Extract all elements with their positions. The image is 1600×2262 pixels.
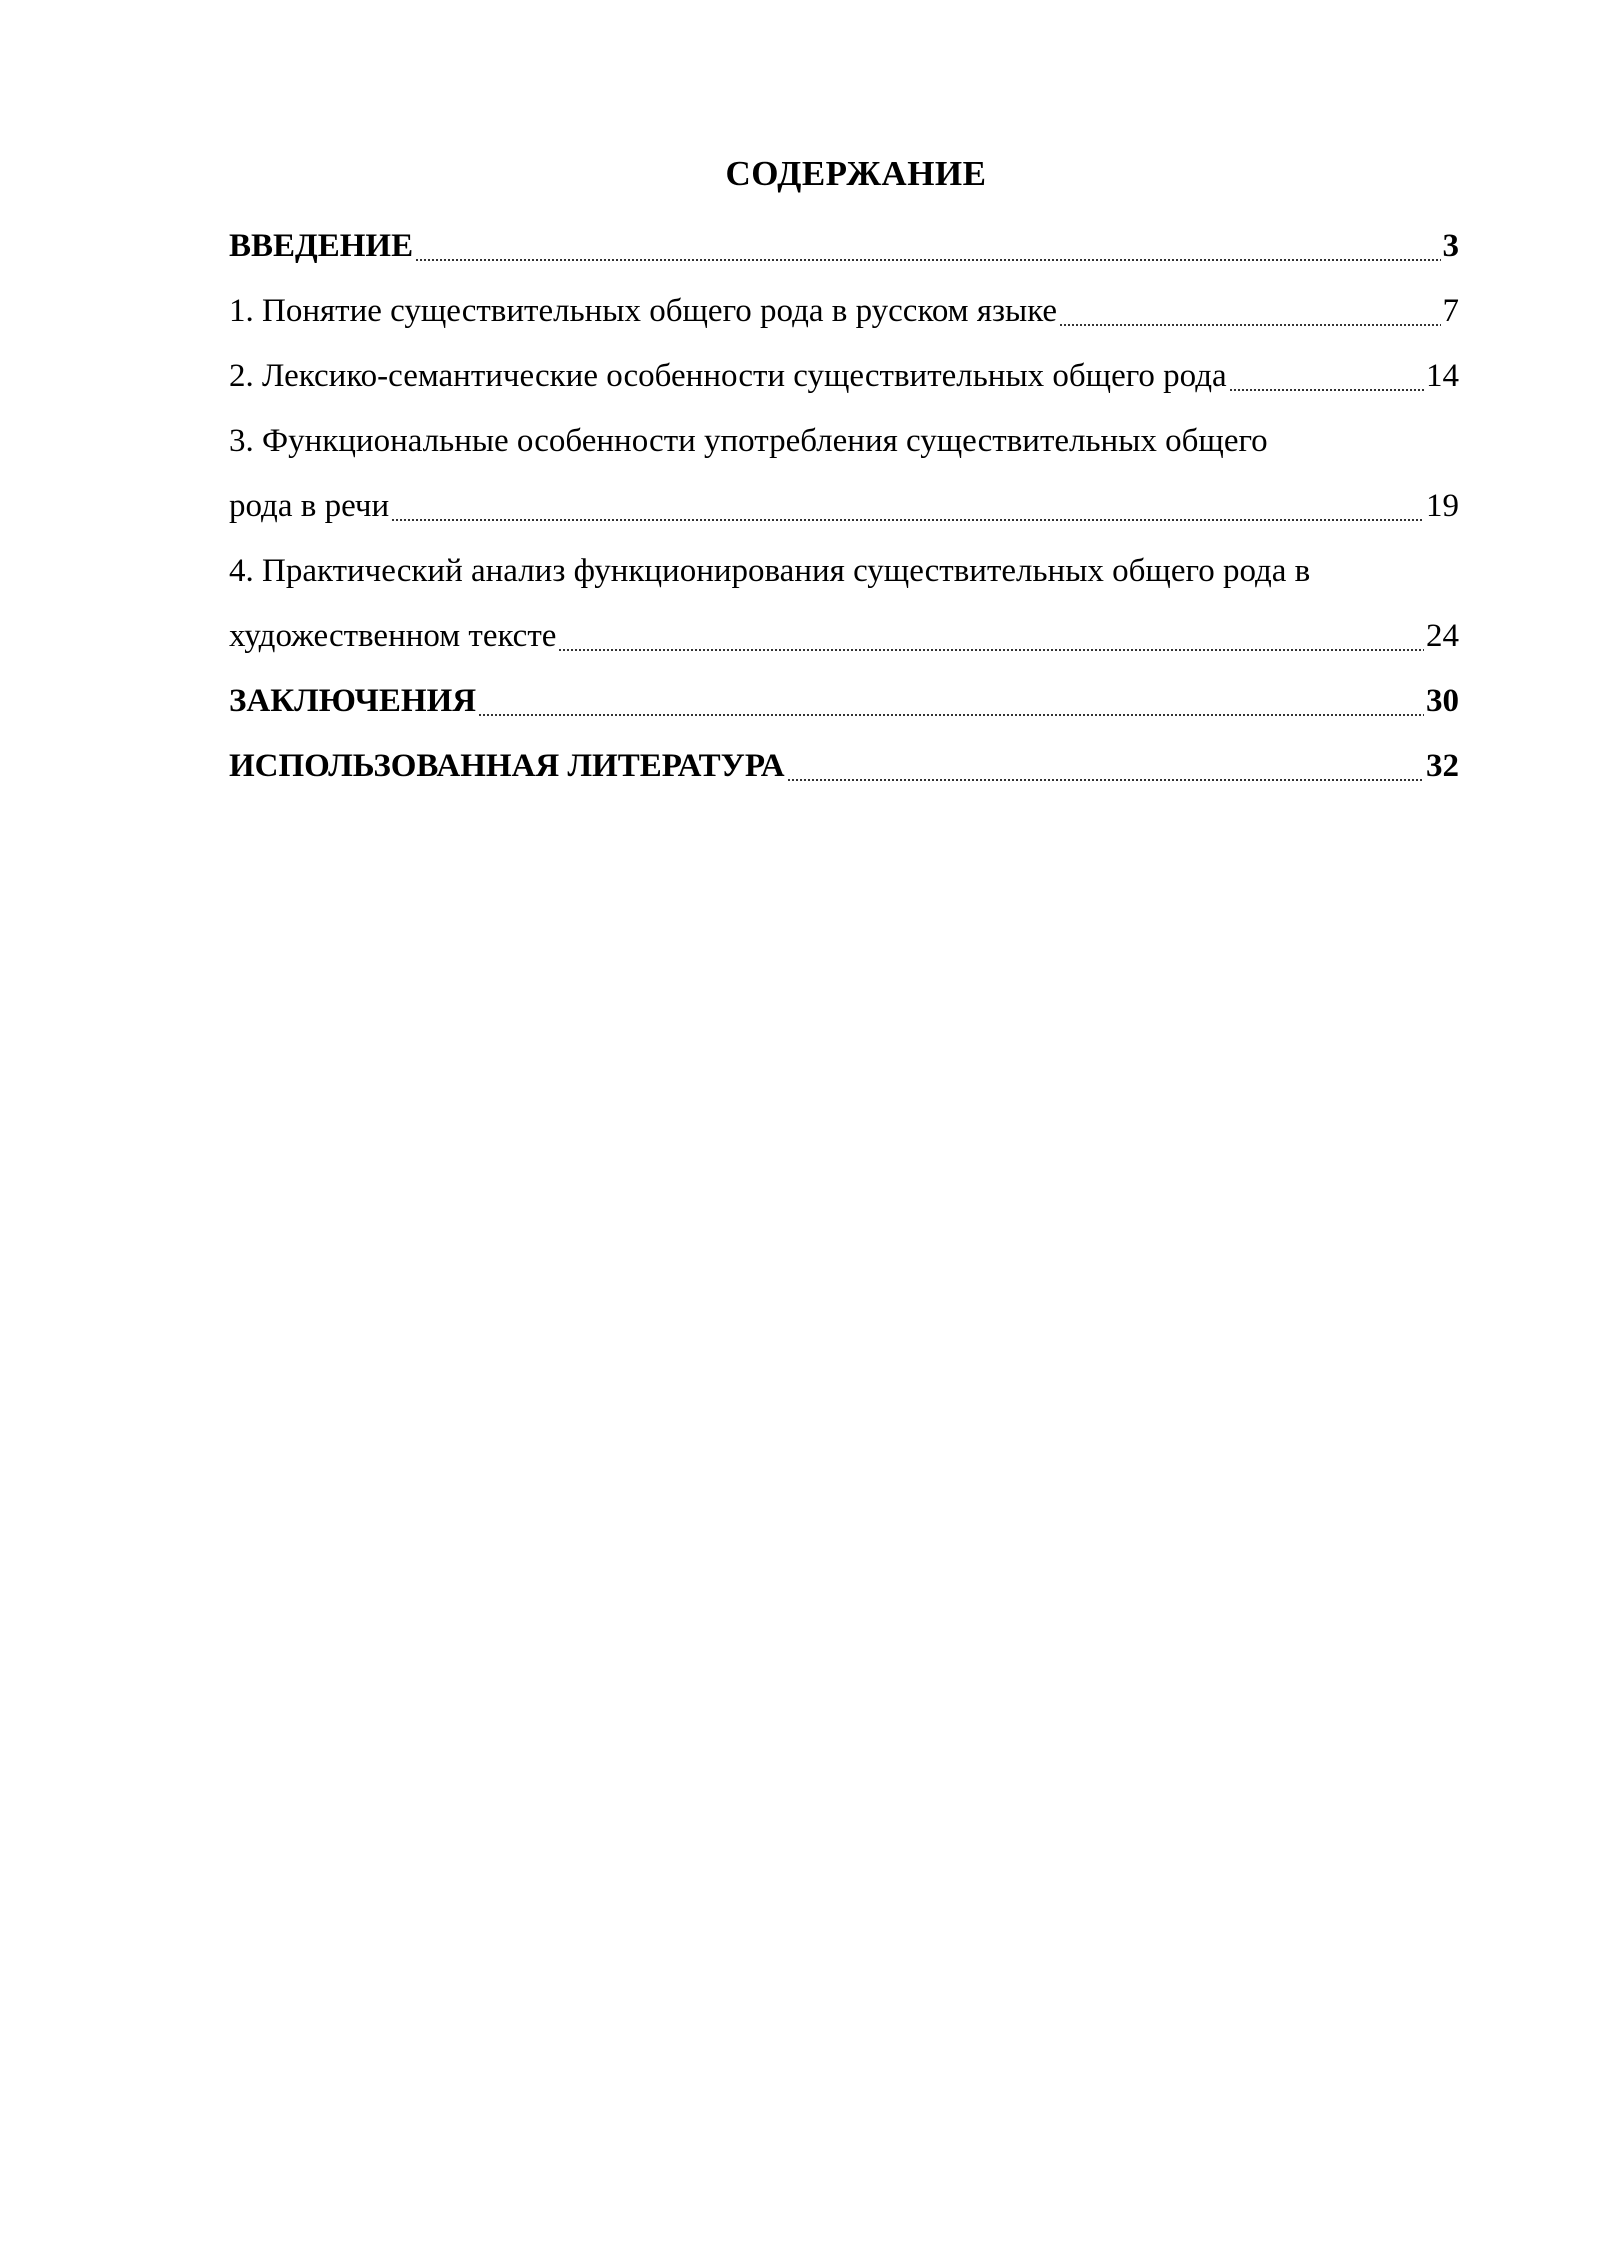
toc-entry-text: ВВЕДЕНИЕ — [229, 228, 414, 264]
toc-entry-text: 1. Понятие существительных общего рода в русском языке — [229, 293, 1058, 329]
toc-entry-chapter-1[interactable] — [229, 279, 1459, 344]
toc-entry-references[interactable] — [229, 734, 1459, 799]
page-title: СОДЕРЖАНИЕ — [725, 154, 987, 193]
toc-entry-page: 7 — [1442, 293, 1459, 329]
toc-entry-chapter-4-line-1[interactable] — [229, 539, 1459, 604]
dot-leader — [1229, 344, 1424, 409]
toc-entry-introduction[interactable] — [229, 214, 1459, 279]
dot-leader — [415, 214, 1440, 279]
dot-leader — [391, 474, 1424, 539]
toc-entry-page: 32 — [1426, 748, 1459, 784]
toc-entry-text: ЗАКЛЮЧЕНИЯ — [229, 683, 477, 719]
toc-entry-chapter-3-line-1[interactable] — [229, 409, 1459, 474]
toc-entry-text: 4. Практический анализ функционирования существительных общего рода в — [229, 553, 1311, 589]
toc-entry-text: ИСПОЛЬЗОВАННАЯ ЛИТЕРАТУРА — [229, 748, 785, 784]
toc-entry-chapter-3-line-2[interactable] — [229, 474, 1459, 539]
toc-entry-text: 3. Функциональные особенности употребления существительных общего — [229, 423, 1268, 459]
toc-entry-page: 30 — [1426, 683, 1459, 719]
toc-entry-page: 24 — [1426, 618, 1459, 654]
dot-leader — [558, 604, 1424, 669]
toc-entry-text: 2. Лексико-семантические особенности существительных общего рода — [229, 358, 1227, 394]
toc-entry-chapter-2[interactable] — [229, 344, 1459, 409]
table-of-contents — [229, 214, 1459, 799]
toc-entry-page: 19 — [1426, 488, 1459, 524]
dot-leader — [787, 734, 1424, 799]
toc-entry-text: рода в речи — [229, 488, 390, 524]
toc-entry-page: 3 — [1442, 228, 1459, 264]
dot-leader — [478, 669, 1424, 734]
dot-leader — [1059, 279, 1440, 344]
toc-entry-conclusion[interactable] — [229, 669, 1459, 734]
toc-entry-text: художественном тексте — [229, 618, 557, 654]
toc-entry-chapter-4-line-2[interactable] — [229, 604, 1459, 669]
toc-entry-page: 14 — [1426, 358, 1459, 394]
